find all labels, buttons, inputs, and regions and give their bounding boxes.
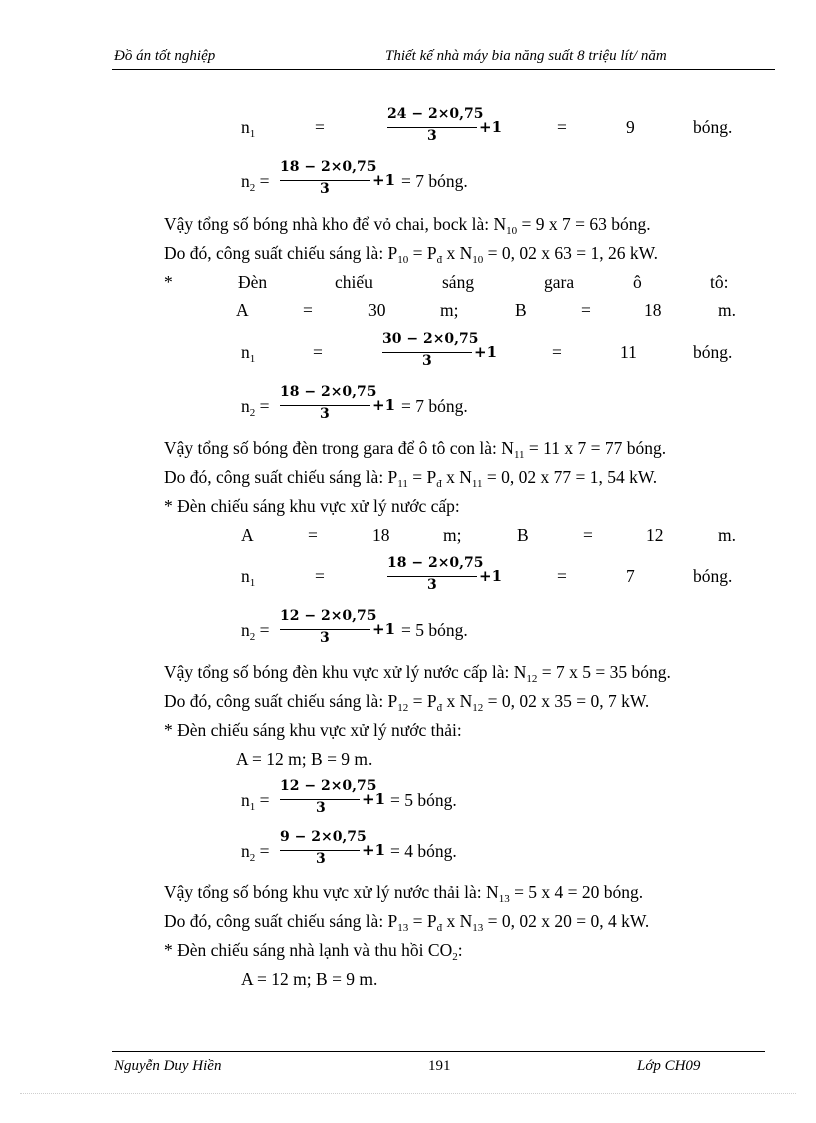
footer-author: Nguyễn Duy Hiền [114, 1058, 222, 1074]
dim-token: = [581, 300, 591, 320]
fraction-n1 [382, 331, 502, 371]
n1-label: $n_1$ = [241, 790, 270, 813]
fraction-n1 [387, 106, 507, 146]
n1-label: $n_1$ [241, 117, 256, 140]
waste-water-dims: A = 12 m; B = 9 m. [236, 749, 373, 769]
plus-one: +1 [474, 343, 498, 361]
fraction-n1 [387, 555, 507, 595]
dim-token: = [303, 300, 313, 320]
fraction-n2 [280, 829, 400, 869]
fraction-numerator: 18 − 2×0,75 [387, 555, 484, 571]
equals-sign: = [557, 117, 567, 137]
plus-one: +1 [372, 396, 396, 414]
fraction-numerator: 30 − 2×0,75 [382, 331, 479, 347]
power-garage: Do đó, công suất chiếu sáng là: $P_{11} = P_đ$ x $N_{11} = 0$, 02 x 77 = 1, 54 kW. [164, 467, 658, 490]
equals-sign: = [557, 566, 567, 586]
fraction-n2 [280, 384, 400, 424]
page-number: 191 [428, 1058, 451, 1074]
fraction-n2 [280, 159, 400, 199]
dim-token: 12 [646, 525, 664, 545]
n2-label: $n_2$ = [241, 171, 270, 194]
plus-one: +1 [372, 620, 396, 638]
fraction-n2 [280, 608, 400, 648]
n1-value: 11 [620, 342, 637, 362]
plus-one: +1 [362, 790, 386, 808]
header-right: Thiết kế nhà máy bia năng suất 8 triệu lít/ năm [385, 48, 667, 64]
equals-sign: = [313, 342, 323, 362]
equals-sign: = [552, 342, 562, 362]
cold-room-heading: * Đèn chiếu sáng nhà lạnh và thu hồi $CO_2$: [164, 940, 463, 963]
garage-heading-word: chiếu [335, 272, 373, 292]
plus-one: +1 [362, 841, 386, 859]
n2-result: = 5 bóng. [401, 620, 468, 640]
fraction-denominator: 3 [427, 577, 437, 593]
footer-class: Lớp CH09 [637, 1058, 701, 1074]
n2-label: $n_2$ = [241, 841, 270, 864]
cold-room-dims: A = 12 m; B = 9 m. [241, 969, 378, 989]
plus-one: +1 [479, 118, 503, 136]
fraction-numerator: 18 − 2×0,75 [280, 384, 377, 400]
waste-water-heading: * Đèn chiếu sáng khu vực xử lý nước thải: [164, 720, 462, 740]
dim-token: m. [718, 300, 736, 320]
unit-label: bóng. [693, 342, 733, 362]
fraction-numerator: 24 − 2×0,75 [387, 106, 484, 122]
n2-result: = 7 bóng. [401, 396, 468, 416]
page-edge-divider [20, 1093, 796, 1094]
n1-label: $n_1$ [241, 342, 256, 365]
plus-one: +1 [372, 171, 396, 189]
dim-token: m. [718, 525, 736, 545]
total-bulbs-water-supply: Vậy tổng số bóng đèn khu vực xử lý nước cấp là: $N_{12} = 7$ x 5 = 35 bóng. [164, 662, 671, 685]
fraction-numerator: 12 − 2×0,75 [280, 608, 377, 624]
garage-heading-word: gara [544, 272, 575, 292]
header-rule [112, 69, 775, 70]
fraction-n1 [280, 778, 400, 818]
plus-one: +1 [479, 567, 503, 585]
water-supply-heading: * Đèn chiếu sáng khu vực xử lý nước cấp: [164, 496, 460, 516]
power-warehouse: Do đó, công suất chiếu sáng là: $P_{10} = P_đ$ x $N_{10} = 0$, 02 x 63 = 1, 26 kW. [164, 243, 658, 266]
dim-token: 18 [644, 300, 662, 320]
n2-label: $n_2$ = [241, 620, 270, 643]
n1-value: 7 [626, 566, 635, 586]
n2-label: $n_2$ = [241, 396, 270, 419]
fraction-denominator: 3 [320, 406, 330, 422]
total-bulbs-waste-water: Vậy tổng số bóng khu vực xử lý nước thải là: $N_{13} = 5$ x 4 = 20 bóng. [164, 882, 644, 905]
dim-token: B [517, 525, 529, 545]
dim-token: = [583, 525, 593, 545]
total-bulbs-garage: Vậy tổng số bóng đèn trong gara để ô tô con là: $N_{11} = 11$ x 7 = 77 bóng. [164, 438, 667, 461]
dim-token: 18 [372, 525, 390, 545]
fraction-numerator: 18 − 2×0,75 [280, 159, 377, 175]
n1-result: = 5 bóng. [390, 790, 457, 810]
fraction-numerator: 12 − 2×0,75 [280, 778, 377, 794]
fraction-denominator: 3 [316, 800, 326, 816]
garage-heading-word: tô: [710, 272, 729, 292]
total-bulbs-warehouse: Vậy tổng số bóng nhà kho để vỏ chai, bock là: $N_{10} = 9$ x 7 = 63 bóng. [164, 214, 651, 237]
fraction-numerator: 9 − 2×0,75 [280, 829, 367, 845]
bullet-star: * [164, 272, 173, 292]
dim-token: m; [440, 300, 459, 320]
header-left: Đồ án tốt nghiệp [114, 48, 216, 64]
unit-label: bóng. [693, 117, 733, 137]
fraction-denominator: 3 [316, 851, 326, 867]
n1-value: 9 [626, 117, 635, 137]
n2-result: = 7 bóng. [401, 171, 468, 191]
dim-token: A [236, 300, 249, 320]
garage-heading-word: ô [633, 272, 642, 292]
fraction-denominator: 3 [427, 128, 437, 144]
power-waste-water: Do đó, công suất chiếu sáng là: $P_{13} = P_đ$ x $N_{13} = 0$, 02 x 20 = 0, 4 kW. [164, 911, 650, 934]
power-water-supply: Do đó, công suất chiếu sáng là: $P_{12} = P_đ$ x $N_{12} = 0$, 02 x 35 = 0, 7 kW. [164, 691, 650, 714]
dim-token: 30 [368, 300, 386, 320]
dim-token: m; [443, 525, 462, 545]
dim-token: A [241, 525, 254, 545]
unit-label: bóng. [693, 566, 733, 586]
equals-sign: = [315, 117, 325, 137]
n2-result: = 4 bóng. [390, 841, 457, 861]
fraction-denominator: 3 [422, 353, 432, 369]
equals-sign: = [315, 566, 325, 586]
footer-rule [112, 1051, 765, 1052]
fraction-denominator: 3 [320, 630, 330, 646]
dim-token: B [515, 300, 527, 320]
n1-label: $n_1$ [241, 566, 256, 589]
fraction-denominator: 3 [320, 181, 330, 197]
garage-heading-word: Đèn [238, 272, 268, 292]
garage-heading-word: sáng [442, 272, 475, 292]
dim-token: = [308, 525, 318, 545]
